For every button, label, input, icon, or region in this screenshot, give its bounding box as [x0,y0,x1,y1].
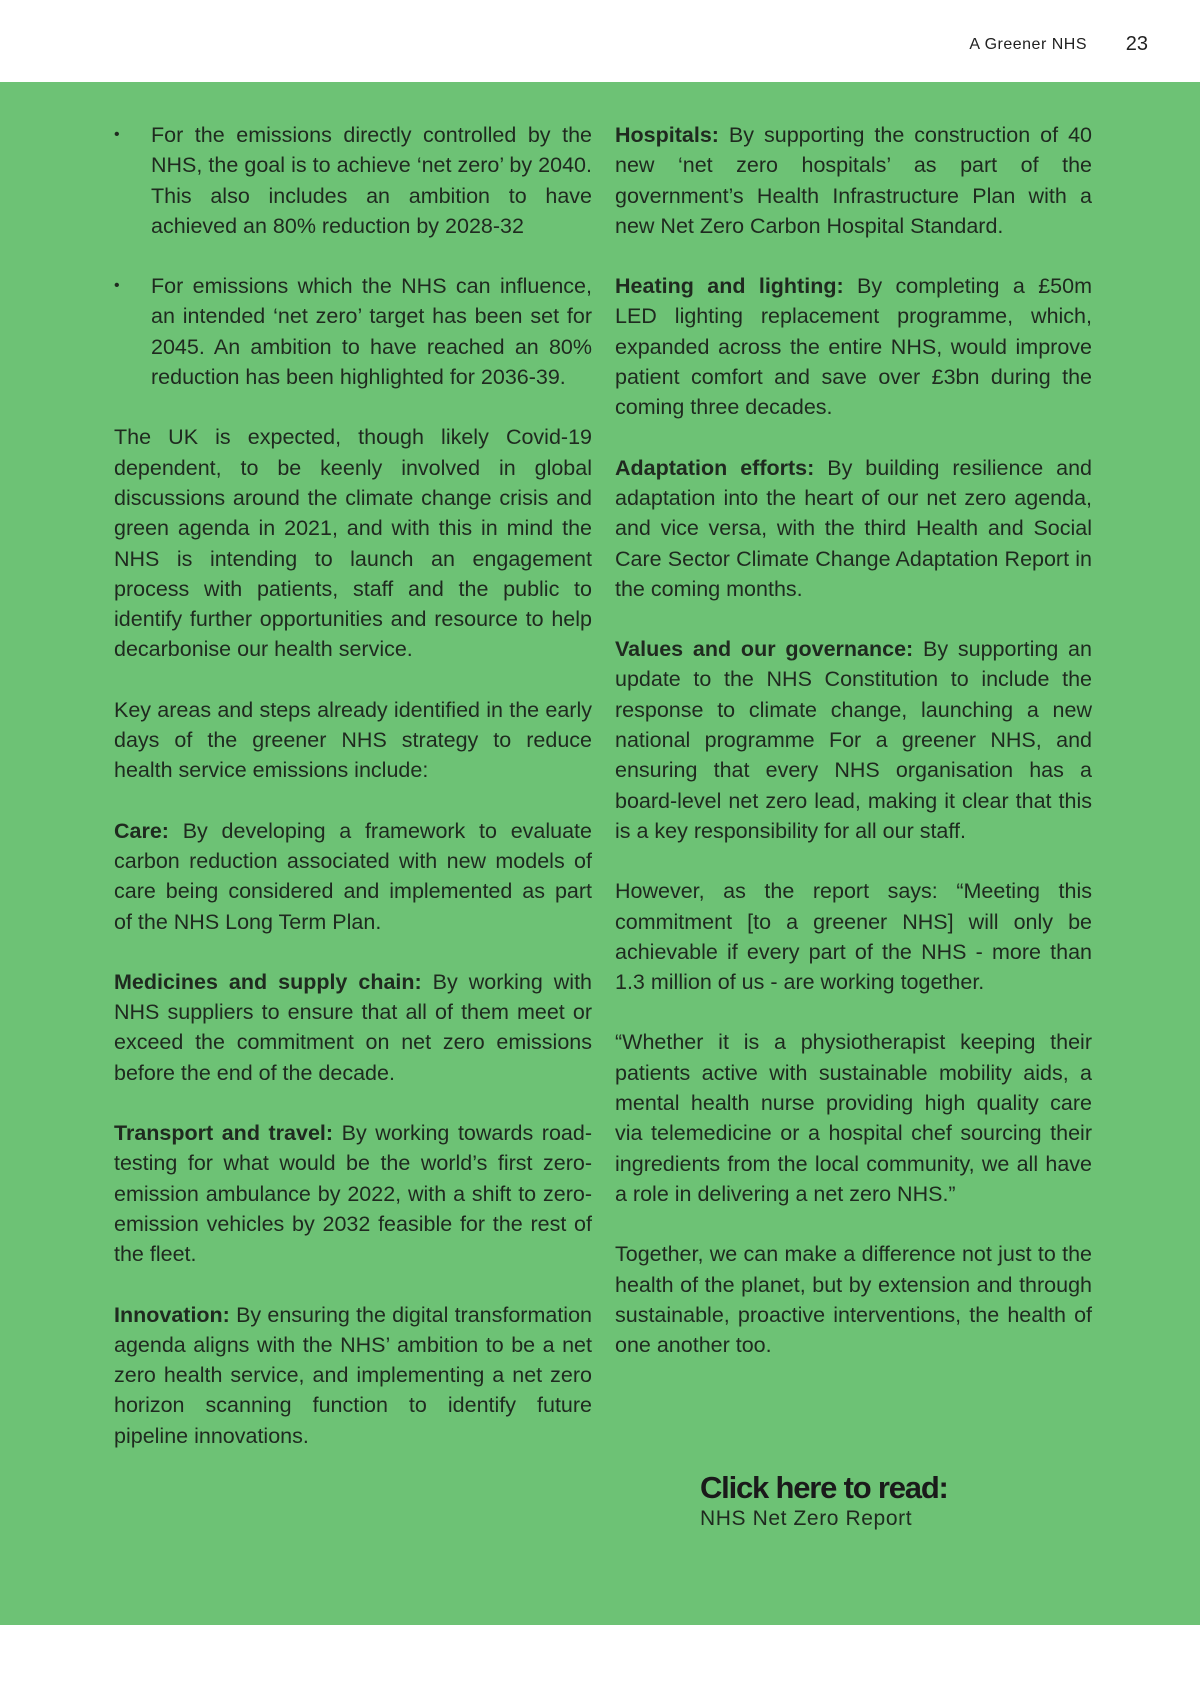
paragraph-quote: “Whether it is a physiotherapist keeping their patients active with sustainable mobility aids, a mental health nurse providing high quality care via telemedicine or a hospital chef sourcing their ingredients from the local community, we all have a role in delivering a net zero NHS.” [615,1030,1092,1206]
report-call-to-action[interactable] [700,1470,1020,1532]
innovation-text: By ensuring the digital transformation agenda aligns with the NHS’ ambition to be a net zero health service, and implementing a net zero horizon scanning function to identify future pipeline innovations. [114,1302,592,1448]
paragraph-adaptation [615,453,1092,604]
paragraph-hospitals [615,120,1092,241]
bullet-item-direct: • For the emissions directly controlled by the NHS, the goal is to achieve ‘net zero’ by 2040. This also includes an ambition to have achieved an 80% reduction by 2028-32 [114,120,592,241]
paragraph-values [615,634,1092,846]
paragraph-key-areas: Key areas and steps already identified in the early days of the greener NHS strategy to reduce health service emissions include: [114,697,592,783]
paragraph-transport [114,1118,592,1269]
page-header [0,0,1200,82]
left-column [114,120,592,1481]
care-label: Care: [114,818,169,843]
paragraph-together: Together, we can make a difference not just to the health of the planet, but by extension and through sustainable, proactive interventions, the health of one another too. [615,1242,1092,1358]
values-text: By supporting an update to the NHS Constitution to include the response to climate change, launching a new national programme For a greener NHS, and ensuring that every NHS organisation has a board-level net zero lead, making it clear that this is a key responsibility for all our staff. [615,637,1092,843]
transport-text: By working towards road-testing for what would be the world’s first zero-emission ambulance by 2022, with a shift to zero-emission vehicles by 2032 feasible for the rest of the fleet. [114,1121,592,1267]
medicines-text: By working with NHS suppliers to ensure that all of them meet or exceed the commitment on net zero emissions before the end of the decade. [114,969,592,1085]
click-here-heading[interactable]: Click here to read: [700,1470,948,1505]
heating-label: Heating and lighting: [615,274,844,299]
emissions-bullet-list [114,120,592,392]
hospitals-label: Hospitals: [615,123,719,147]
paragraph-heating [615,271,1092,422]
medicines-label: Medicines and supply chain: [114,969,422,994]
paragraph-care [114,816,592,937]
adaptation-label: Adaptation efforts: [615,455,815,480]
paragraph-medicines [114,967,592,1088]
innovation-label: Innovation: [114,1302,230,1327]
heating-text: By completing a £50m LED lighting replacement programme, which, expanded across the entire NHS, would improve patient comfort and save over £3bn during the coming three decades. [615,274,1092,420]
page-number: 23 [1125,33,1148,55]
transport-label: Transport and travel: [114,1121,334,1146]
bullet-item-influence: • For emissions which the NHS can influence, an intended ‘net zero’ target has been set for 2045. An ambition to have reached an 80% reduction has been highlighted for 2036-39. [114,271,592,392]
paragraph-however: However, as the report says: “Meeting this commitment [to a greener NHS] will only be achievable if every part of the NHS - more than 1.3 million of us - are working together. [615,879,1092,995]
publication-title: A Greener NHS [969,36,1087,53]
values-label: Values and our governance: [615,637,914,662]
adaptation-text: By building resilience and adaptation into the heart of our net zero agenda, and vice versa, with the third Health and Social Care Sector Climate Change Adaptation Report in the coming months. [615,455,1092,601]
paragraph-innovation [114,1300,592,1451]
report-link[interactable]: NHS Net Zero Report [700,1507,913,1530]
care-text: By developing a framework to evaluate carbon reduction associated with new models of care being considered and implemented as part of the NHS Long Term Plan. [114,818,592,934]
paragraph-uk-engagement: The UK is expected, though likely Covid-19 dependent, to be keenly involved in global discussions around the climate change crisis and green agenda in 2021, and with this in mind the NHS is intending to launch an engagement process with patients, staff and the public to identify further opportunities and resource to help decarbonise our health service. [114,425,592,662]
right-column [615,120,1092,1390]
hospitals-text: By supporting the construction of 40 new ‘net zero hospitals’ as part of the government’s Health Infrastructure Plan with a new Net Zero Carbon Hospital Standard. [615,123,1092,238]
